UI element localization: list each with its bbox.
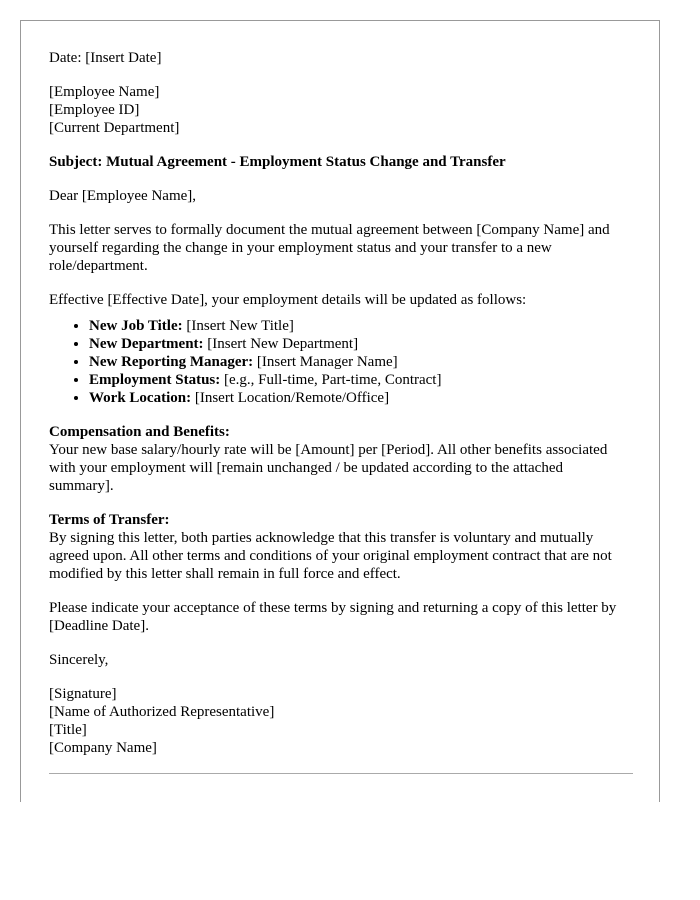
list-item (89, 389, 631, 407)
detail-label: New Reporting Manager: (89, 354, 254, 370)
representative-name: [Name of Authorized Representative] (49, 704, 275, 720)
recipient-id: [Employee ID] (49, 102, 140, 118)
subject-line: Subject: Mutual Agreement - Employment Status Change and Transfer (49, 154, 506, 170)
footer-divider (49, 773, 633, 774)
intro-paragraph: This letter serves to formally document the mutual agreement between [Company Name] and yourself regarding the change in your employment status and your transfer to a new role/department. (49, 222, 610, 274)
recipient-name: [Employee Name] (49, 84, 160, 100)
detail-value: [Insert New Department] (203, 336, 359, 352)
company-name: [Company Name] (49, 740, 157, 756)
detail-label: Employment Status: (89, 372, 221, 388)
date-line: Date: [Insert Date] (49, 50, 162, 66)
list-item (89, 353, 631, 371)
detail-label: Work Location: (89, 390, 192, 406)
list-item (89, 317, 631, 335)
closing: Sincerely, (49, 652, 109, 668)
terms-text: By signing this letter, both parties acknowledge that this transfer is voluntary and mutually agreed upon. All other terms and conditions of your original employment contract that are not modified by this letter shall remain in full force and effect. (49, 530, 612, 582)
representative-title: [Title] (49, 722, 87, 738)
detail-value: [e.g., Full-time, Part-time, Contract] (220, 372, 442, 388)
effective-paragraph: Effective [Effective Date], your employment details will be updated as follows: (49, 292, 527, 308)
employment-details-list (49, 317, 631, 407)
signature-block (49, 685, 631, 757)
detail-label: New Job Title: (89, 318, 183, 334)
compensation-title: Compensation and Benefits: (49, 424, 230, 440)
terms-title: Terms of Transfer: (49, 512, 170, 528)
signature-line: [Signature] (49, 686, 117, 702)
recipient-block (49, 83, 631, 137)
compensation-text: Your new base salary/hourly rate will be [Amount] per [Period]. All other benefits associated with your employment will [remain unchanged / be updated according to the attached summary]. (49, 442, 608, 494)
terms-section (49, 511, 631, 583)
list-item (89, 335, 631, 353)
detail-value: [Insert Location/Remote/Office] (191, 390, 390, 406)
acceptance-paragraph: Please indicate your acceptance of these terms by signing and returning a copy of this letter by [Deadline Date]. (49, 600, 617, 634)
compensation-section (49, 423, 631, 495)
list-item (89, 371, 631, 389)
letter-document (20, 20, 660, 802)
salutation: Dear [Employee Name], (49, 188, 197, 204)
detail-label: New Department: (89, 336, 204, 352)
detail-value: [Insert Manager Name] (253, 354, 398, 370)
recipient-department: [Current Department] (49, 120, 180, 136)
detail-value: [Insert New Title] (182, 318, 294, 334)
